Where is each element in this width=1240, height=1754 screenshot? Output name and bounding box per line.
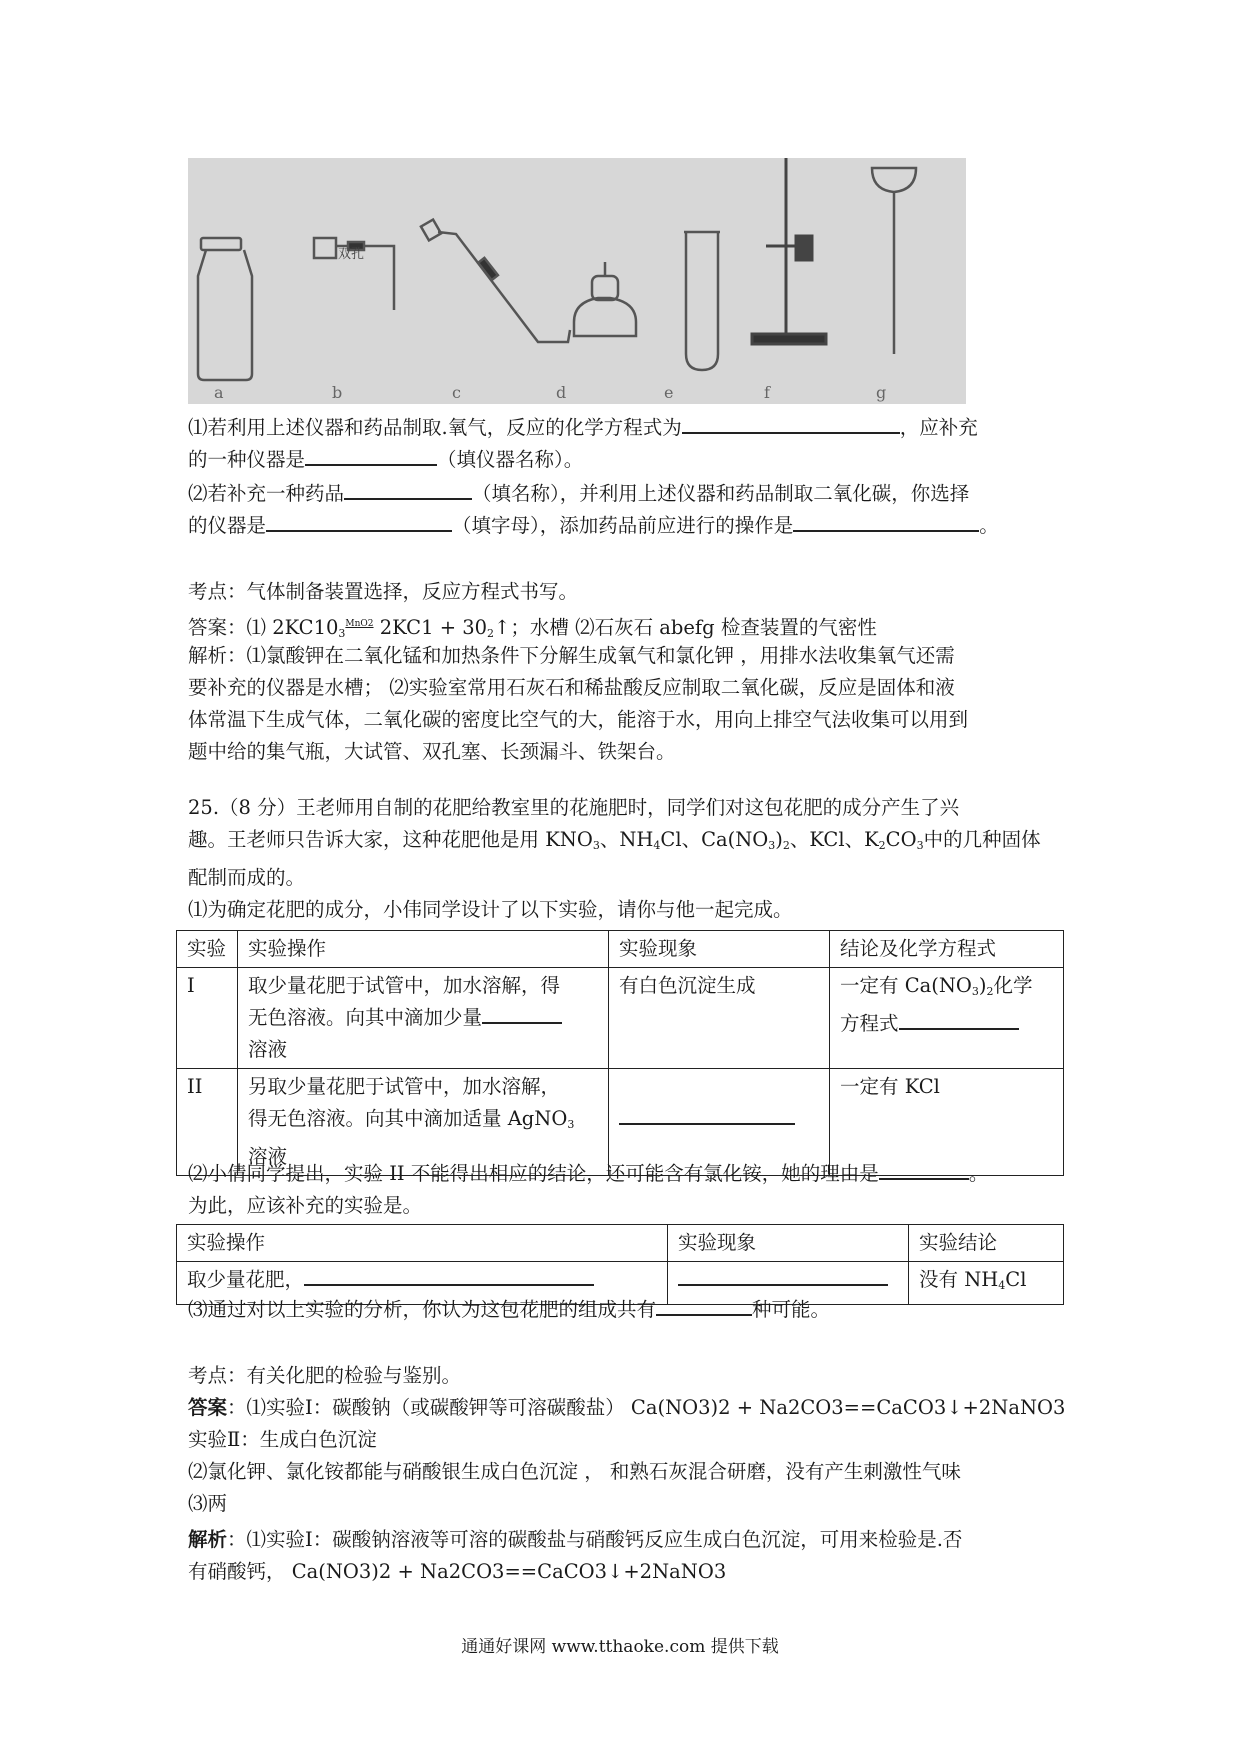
answer-blank[interactable] (304, 1264, 594, 1286)
catalyst-label: MnO2 (345, 619, 374, 629)
label-e: e (664, 383, 674, 402)
gas-bottle-a (198, 238, 252, 380)
concl-seg: 化学 (993, 974, 1033, 997)
phenomenon-cell: 有白色沉淀生成 (609, 968, 830, 1069)
q24-part2 (188, 478, 1068, 542)
answer-text-b: 2KC1 + 30 (379, 616, 488, 639)
answer-text-a: 答案：⑴ 2KC10 (188, 616, 339, 639)
op-text: 取少量花肥， (187, 1268, 305, 1291)
conclusion-cell: 一定有 $Ca(NO_3)_2$化学 方程式 (830, 968, 1064, 1069)
answer-blank[interactable] (619, 1103, 795, 1125)
label-f: f (764, 383, 770, 402)
jiexi-line: 有硝酸钙， Ca(NO3)2 + Na2CO3==CaCO3↓+2NaNO3 (188, 1560, 727, 1583)
jiexi-line: 题中给的集气瓶，大试管、双孔塞、长颈漏斗、铁架台。 (188, 740, 676, 763)
q24-jiexi (188, 640, 1068, 768)
intro-seg: 中的几种固体 (923, 828, 1041, 851)
row-id: II (177, 1069, 238, 1176)
answer-blank[interactable] (482, 1002, 562, 1024)
label-g: g (876, 383, 887, 402)
answer-blank[interactable] (305, 444, 437, 466)
page-footer: 通通好课网 www.tthaoke.com 提供下载 (461, 1637, 779, 1657)
intro-line: 25.（8 分）王老师用自制的花肥给教室里的花施肥时，同学们对这包花肥的成分产生了兴 (188, 796, 960, 819)
intro-seg: ) (775, 828, 783, 851)
p2-text-b: 。 (968, 1162, 989, 1185)
apparatus-figure (188, 158, 966, 404)
test-tube-e (684, 232, 720, 370)
jiexi-line: 解析：⑴氯酸钾在二氧化锰和加热条件下分解生成氧气和氯化钾 ，用排水法收集氧气还需 (188, 644, 955, 667)
header-cell: 实验现象 (609, 931, 830, 968)
operation-cell: 另取少量花肥于试管中，加水溶解， 得无色溶液。向其中滴加适量 AgNO$_3$ 溶液 (238, 1069, 609, 1176)
jiexi-line: ：⑴实验Ⅰ：碳酸钠溶液等可溶的碳酸盐与硝酸钙反应生成白色沉淀，可用来检验是.否 (227, 1528, 963, 1551)
q25-intro (188, 792, 1068, 926)
answer-line: ⑶两 (188, 1492, 228, 1515)
operation-cell (238, 968, 609, 1069)
answer-blank[interactable] (344, 478, 472, 500)
label-b: b (332, 383, 343, 402)
answer-blank[interactable] (682, 412, 900, 434)
answer-line: 实验Ⅱ：生成白色沉淀 (188, 1428, 377, 1451)
label-a: a (214, 383, 224, 402)
q24-p2-text-e: 。 (979, 514, 999, 537)
answer-blank[interactable] (266, 510, 452, 532)
q25-part2 (188, 1158, 1068, 1222)
header-cell: 实验现象 (668, 1225, 909, 1262)
subscript: 2 (487, 627, 495, 640)
conclusion-cell: 一定有 KCl (830, 1069, 1064, 1176)
op-line: 另取少量花肥于试管中，加水溶解， (248, 1075, 561, 1098)
concl-seg: ) (978, 974, 987, 997)
answer-blank[interactable] (793, 510, 979, 532)
bent-tube-c (421, 220, 570, 342)
concl-seg: Cl (1005, 1268, 1027, 1291)
label-c: c (452, 383, 461, 402)
p3-text-a: ⑶通过对以上实验的分析，你认为这包花肥的组成共有 (188, 1298, 657, 1321)
concl-seg: 一定有 Ca(NO (840, 974, 972, 997)
answer-blank[interactable] (879, 1158, 969, 1180)
op-line: 溶液 (248, 1145, 288, 1168)
q25-part3 (188, 1294, 1068, 1326)
header-cell: 结论及化学方程式 (830, 931, 1064, 968)
iron-stand-f (752, 158, 826, 344)
op-line: 取少量花肥于试管中，加水溶解，得 (248, 974, 561, 997)
q24-p1-text-c: 的一种仪器是 (188, 448, 306, 471)
answer-blank[interactable] (656, 1294, 752, 1316)
p2-text-c: 为此，应该补充的实验是。 (188, 1194, 423, 1217)
b-inner-label: 双孔 (338, 247, 365, 262)
q25-answer (188, 1392, 1068, 1520)
conclusion-cell: 没有 $NH_4Cl$ (909, 1262, 1064, 1305)
experiment-table-2 (176, 1224, 1064, 1305)
q25-kaodian: 考点：有关化肥的检验与鉴别。 (188, 1364, 462, 1387)
op-line: 无色溶液。向其中滴加少量 (248, 1006, 483, 1029)
row-id: I (177, 968, 238, 1069)
experiment-table-1 (176, 930, 1064, 1176)
q24-part1 (188, 412, 1068, 476)
answer-text-c: ↑；水槽 ⑵石灰石 abefg 检查装置的气密性 (494, 616, 877, 639)
q25-part1-text: ⑴为确定花肥的成分，小伟同学设计了以下实验，请你与他一起完成。 (188, 898, 793, 921)
apparatus-drawing (188, 158, 966, 404)
header-cell: 实验操作 (177, 1225, 668, 1262)
q24-p1-text-d: （填仪器名称）。 (437, 448, 584, 471)
q24-p1-text-b: ，应补充 (899, 416, 978, 439)
jiexi-line: 体常温下生成气体，二氧化碳的密度比空气的大，能溶于水，用向上排空气法收集可以用到 (188, 708, 969, 731)
intro-seg: 趣。王老师只告诉大家，这种花肥他是用 KNO (188, 828, 593, 851)
p2-text-a: ⑵小倩同学提出，实验 II 不能得出相应的结论，还可能含有氯化铵，她的理由是 (188, 1162, 879, 1185)
answer-blank[interactable] (678, 1264, 888, 1286)
op-line: 溶液 (248, 1038, 288, 1061)
intro-seg: CO (885, 828, 917, 851)
p3-text-b: 种可能。 (752, 1298, 831, 1321)
header-cell: 实验结论 (909, 1225, 1064, 1262)
label-d: d (556, 383, 567, 402)
subscript: 3 (338, 627, 346, 640)
intro-seg: 、KCl、K (789, 828, 879, 851)
header-cell: 实验操作 (238, 931, 609, 968)
q24-p1-text-a: ⑴若利用上述仪器和药品制取.氧气，反应的化学方程式为 (188, 416, 682, 439)
op-line: 得无色溶液。向其中滴加适量 AgNO (248, 1107, 568, 1130)
answer-blank[interactable] (899, 1008, 1019, 1030)
q24-p2-text-d: （填字母），添加药品前应进行的操作是 (452, 514, 794, 537)
intro-line: 配制而成的。 (188, 866, 306, 889)
intro-seg: 、NH (599, 828, 654, 851)
jiexi-line: 要补充的仪器是水槽； ⑵实验室常用石灰石和稀盐酸反应制取二氧化碳，反应是固体和液 (188, 676, 955, 699)
q24-p2-text-a: ⑵若补充一种药品 (188, 482, 345, 505)
q24-p2-text-b: （填名称），并利用上述仪器和药品制取二氧化碳，你选择 (472, 482, 970, 505)
intro-seg: Cl、Ca(NO (660, 828, 769, 851)
q25-jiexi (188, 1524, 1068, 1588)
funnel-g (872, 168, 916, 354)
answer-line: ⑵氯化钾、氯化铵都能与硝酸银生成白色沉淀 ， 和熟石灰混合研磨，没有产生刺激性气味 (188, 1460, 961, 1483)
alcohol-lamp-d (574, 262, 636, 336)
concl-seg: 没有 NH (919, 1268, 999, 1291)
answer-label: 答案 (188, 1396, 228, 1419)
q24-kaodian: 考点：气体制备装置选择，反应方程式书写。 (188, 580, 579, 603)
q24-p2-text-c: 的仪器是 (188, 514, 267, 537)
answer-line: ：⑴实验Ⅰ：碳酸钠（或碳酸钾等可溶碳酸盐） Ca(NO3)2 + Na2CO3==CaCO3↓+2NaNO3 (227, 1396, 1066, 1419)
concl-seg: 方程式 (840, 1012, 899, 1035)
header-cell: 实验 (177, 931, 238, 968)
intro-line: 趣。王老师只告诉大家，这种花肥他是用 $KNO_3$、$NH_4Cl$、$Ca(NO_3)_2$、KCl、$K_2CO_3$中的几种固体 (188, 828, 1041, 852)
jiexi-label: 解析 (188, 1528, 228, 1551)
